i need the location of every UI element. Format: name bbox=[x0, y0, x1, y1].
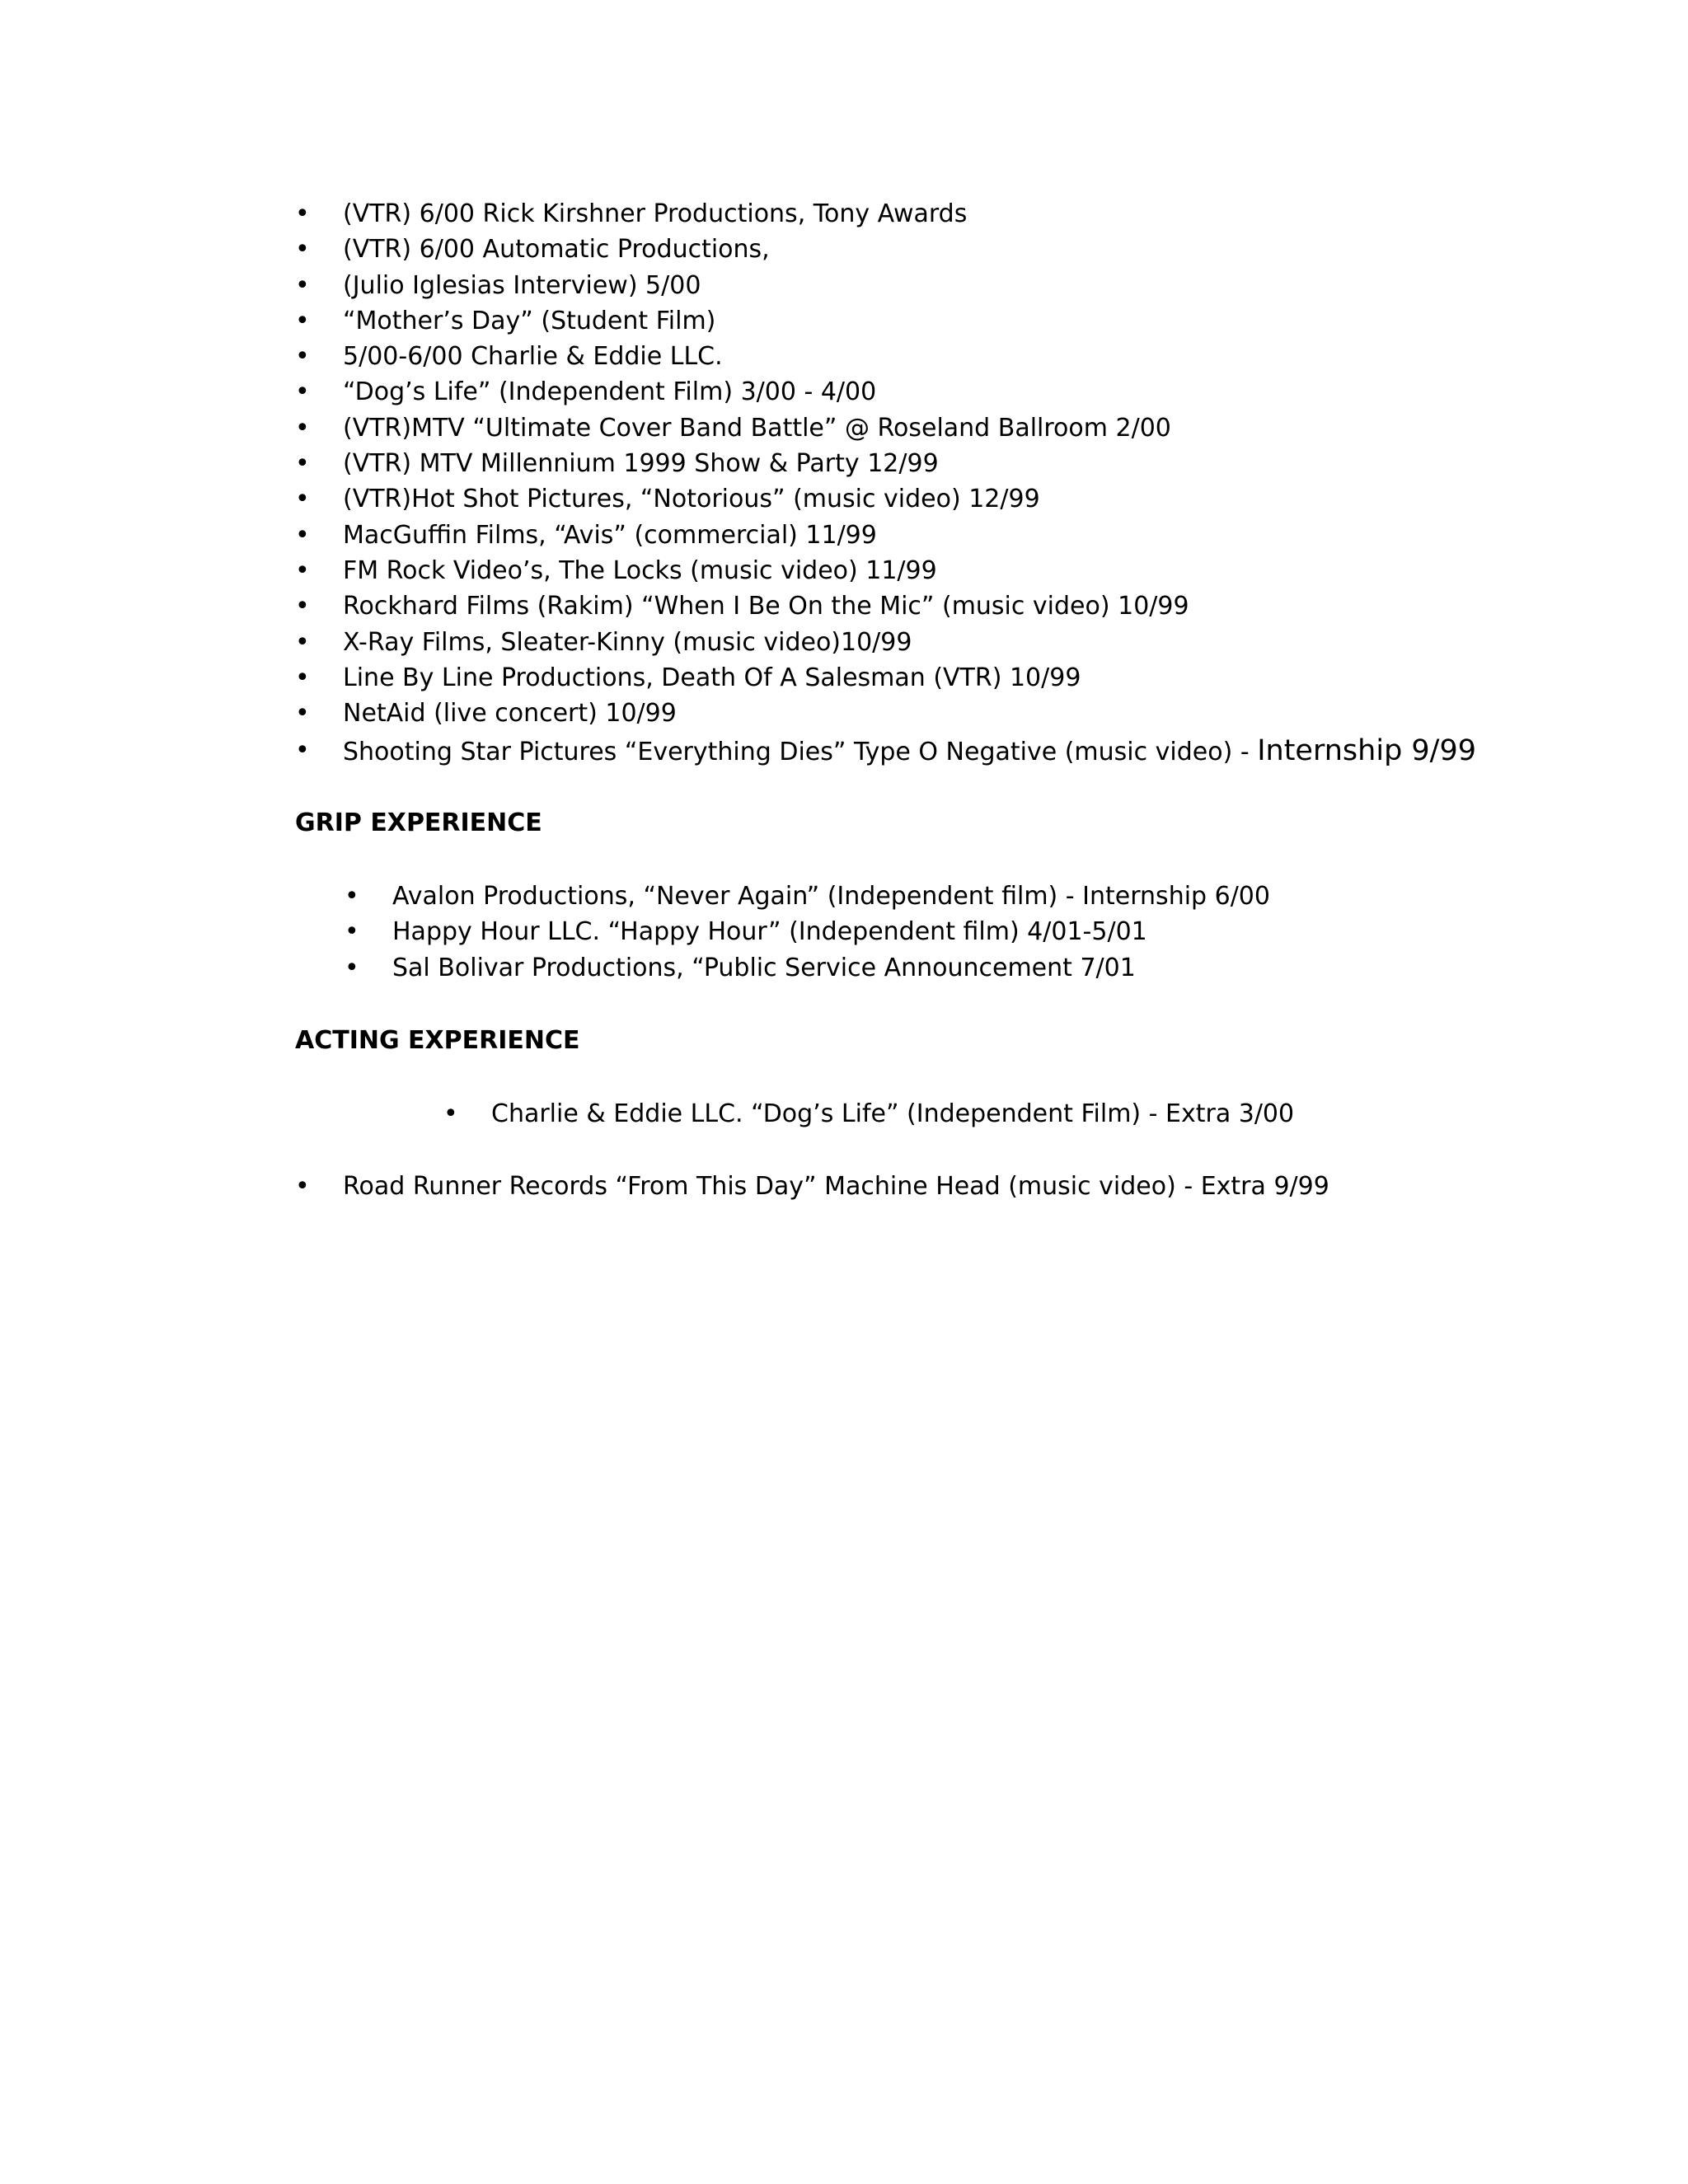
list-item bbox=[295, 481, 1476, 517]
bullet: • bbox=[443, 1099, 458, 1128]
item-text: Avalon Productions, “Never Again” (Independent film) - Internship 6/00 bbox=[392, 882, 1270, 911]
list-item bbox=[295, 625, 1476, 660]
list-item bbox=[295, 660, 1476, 696]
list-item bbox=[295, 303, 1476, 339]
bullet: • bbox=[295, 555, 310, 585]
bullet: • bbox=[345, 917, 359, 947]
bullet: • bbox=[295, 699, 310, 729]
bullet: • bbox=[295, 306, 310, 335]
item-text: FM Rock Video’s, The Locks (music video) 11/99 bbox=[343, 555, 937, 585]
production-list bbox=[295, 196, 1477, 771]
item-text: Shooting Star Pictures “Everything Dies” Type O Negative (music video) - bbox=[343, 738, 1258, 767]
bullet: • bbox=[295, 413, 310, 443]
grip-list bbox=[345, 879, 1270, 986]
item-text: (VTR) 6/00 Automatic Productions, bbox=[343, 235, 770, 265]
list-item bbox=[345, 914, 1270, 949]
list-item bbox=[295, 196, 1476, 232]
grip-experience-heading: GRIP EXPERIENCE bbox=[295, 808, 542, 837]
item-text-large: Internship 9/99 bbox=[1257, 734, 1477, 768]
acting-list bbox=[295, 1169, 1329, 1204]
list-item bbox=[295, 339, 1476, 374]
item-text: MacGuffin Films, “Avis” (commercial) 11/99 bbox=[343, 520, 877, 550]
list-item bbox=[295, 588, 1476, 624]
bullet: • bbox=[295, 449, 310, 479]
list-item bbox=[295, 232, 1476, 267]
bullet: • bbox=[295, 592, 310, 621]
list-item bbox=[345, 879, 1270, 914]
item-text: Line By Line Productions, Death Of A Salesman (VTR) 10/99 bbox=[343, 663, 1081, 692]
item-text: 5/00-6/00 Charlie & Eddie LLC. bbox=[343, 342, 723, 372]
item-text: NetAid (live concert) 10/99 bbox=[343, 699, 677, 729]
bullet: • bbox=[345, 882, 359, 911]
item-text: X-Ray Films, Sleater-Kinny (music video)10/99 bbox=[343, 627, 912, 657]
bullet: • bbox=[295, 736, 310, 766]
bullet: • bbox=[295, 1172, 310, 1201]
item-text: (VTR) 6/00 Rick Kirshner Productions, Tony Awards bbox=[343, 199, 968, 228]
list-item bbox=[295, 1169, 1329, 1204]
list-item bbox=[295, 553, 1476, 588]
list-item bbox=[345, 950, 1270, 986]
item-text: Rockhard Films (Rakim) “When I Be On the Mic” (music video) 10/99 bbox=[343, 592, 1189, 621]
item-text: Road Runner Records “From This Day” Machine Head (music video) - Extra 9/99 bbox=[343, 1172, 1329, 1201]
list-item bbox=[295, 446, 1476, 481]
list-item bbox=[295, 374, 1476, 410]
acting-experience-heading: ACTING EXPERIENCE bbox=[295, 1026, 580, 1055]
bullet: • bbox=[295, 663, 310, 692]
list-item bbox=[295, 696, 1476, 731]
item-text: (VTR)MTV “Ultimate Cover Band Battle” @ Roseland Ballroom 2/00 bbox=[343, 413, 1171, 443]
bullet: • bbox=[345, 953, 359, 982]
bullet: • bbox=[295, 377, 310, 407]
item-text: Happy Hour LLC. “Happy Hour” (Independent film) 4/01-5/01 bbox=[392, 917, 1147, 947]
item-text: “Dog’s Life” (Independent Film) 3/00 - 4/00 bbox=[343, 377, 877, 407]
item-text: “Mother’s Day” (Student Film) bbox=[343, 306, 716, 335]
item-text: (VTR) MTV Millennium 1999 Show & Party 12/99 bbox=[343, 449, 939, 479]
list-item bbox=[295, 731, 1477, 771]
list-item bbox=[295, 268, 1476, 303]
bullet: • bbox=[295, 342, 310, 372]
item-text: Charlie & Eddie LLC. “Dog’s Life” (Independent Film) - Extra 3/00 bbox=[491, 1099, 1295, 1128]
bullet: • bbox=[295, 520, 310, 550]
bullet: • bbox=[295, 235, 310, 265]
list-item bbox=[295, 518, 1476, 553]
bullet: • bbox=[295, 627, 310, 657]
bullet: • bbox=[295, 270, 310, 300]
item-text: (Julio Iglesias Interview) 5/00 bbox=[343, 270, 701, 300]
item-text: Sal Bolivar Productions, “Public Service Announcement 7/01 bbox=[392, 953, 1136, 982]
list-item bbox=[295, 410, 1476, 446]
bullet: • bbox=[295, 199, 310, 228]
bullet: • bbox=[295, 485, 310, 514]
item-text: (VTR)Hot Shot Pictures, “Notorious” (music video) 12/99 bbox=[343, 485, 1040, 514]
list-item bbox=[443, 1096, 1295, 1132]
acting-list-indented bbox=[443, 1096, 1295, 1132]
